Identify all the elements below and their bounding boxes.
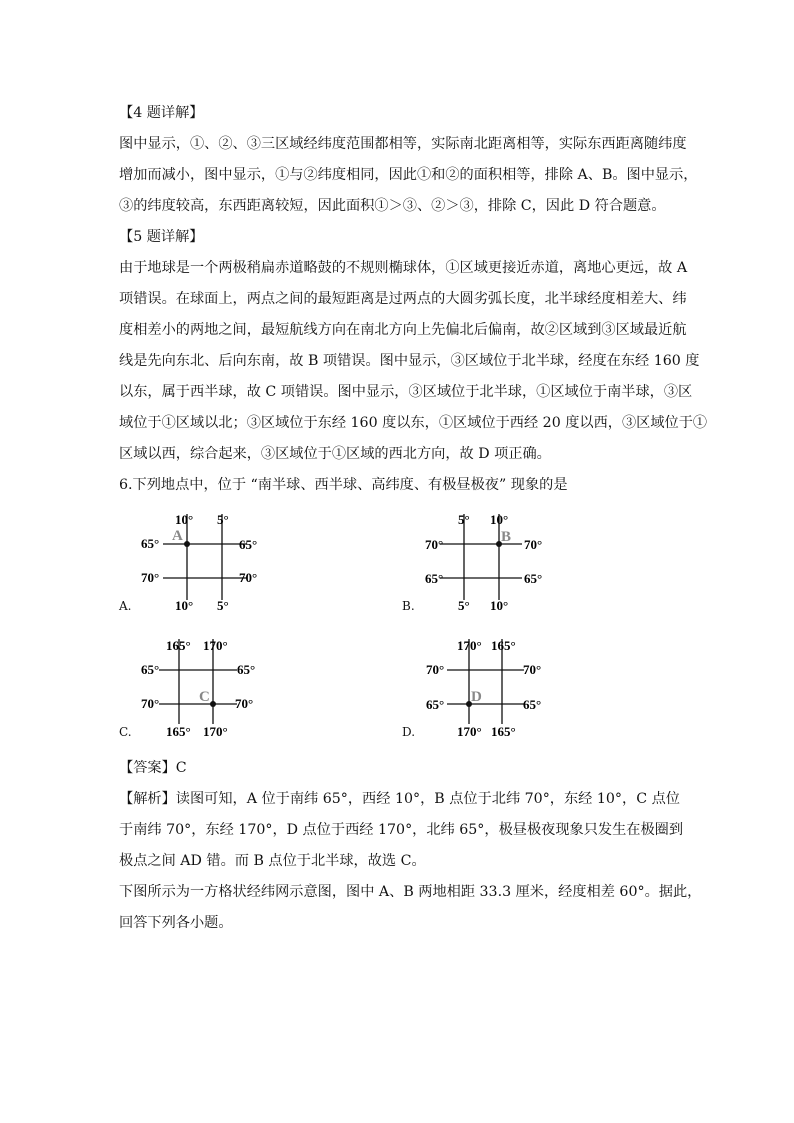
q5-header: 【5 题详解】 [119,229,204,245]
svg-text:5°: 5° [458,598,470,613]
q5-line-5: 以东，属于西半球，故 C 项错误。图中显示，③区域位于北半球，①区域位于南半球，③区 [119,384,693,400]
q5-line-7: 区域以西，综合起来，③区域位于①区域的西北方向，故 D 项正确。 [119,446,551,462]
svg-text:65°: 65° [239,537,258,552]
q6-analysis-line-2: 于南纬 70°，东经 170°，D 点位于西经 170°，北纬 65°，极昼极夜现象只发生在极圈到 [119,822,684,838]
svg-text:10°: 10° [490,512,509,527]
point-a-label: A [172,528,183,544]
svg-text:10°: 10° [490,598,509,613]
option-d-figure [402,634,562,749]
svg-text:65°: 65° [426,697,445,712]
svg-text:70°: 70° [235,696,254,711]
svg-text:170°: 170° [457,724,482,739]
next-intro-line-2: 回答下列各小题。 [119,915,233,931]
svg-text:65°: 65° [523,697,542,712]
q5-line-6: 域位于①区域以北；③区域位于东经 160 度以东，①区域位于西经 20 度以西，③区域位于① [119,415,708,431]
analysis-label: 【解析】 [119,791,176,807]
q5-line-1: 由于地球是一个两极稍扁赤道略鼓的不规则椭球体，①区域更接近赤道，离地心更远，故 A [119,260,688,276]
point-c-dot [210,701,216,707]
svg-text:165°: 165° [491,638,516,653]
svg-text:10°: 10° [175,512,194,527]
svg-text:65°: 65° [141,662,160,677]
svg-text:170°: 170° [203,638,228,653]
q6-analysis-line-3: 极点之间 AD 错。而 B 点位于北半球，故选 C。 [119,853,426,869]
q5-line-4: 线是先向东北、后向东南，故 B 项错误。图中显示，③区域位于北半球，经度在东经 160 度 [119,353,700,369]
option-b-figure [402,508,562,623]
svg-text:70°: 70° [523,662,542,677]
point-d-label: D [471,689,482,705]
svg-text:165°: 165° [166,638,191,653]
next-intro-line-1: 下图所示为一方格状经纬网示意图，图中 A、B 两地相距 33.3 厘米，经度相差 60°。据此， [119,884,702,900]
svg-text:70°: 70° [426,662,445,677]
svg-text:65°: 65° [524,571,543,586]
option-b-letter: B. [402,599,415,613]
q6-question: 6.下列地点中，位于 “南半球、西半球、高纬度、有极昼极夜” 现象的是 [119,477,568,493]
svg-text:165°: 165° [491,724,516,739]
svg-text:5°: 5° [458,512,470,527]
svg-text:65°: 65° [425,571,444,586]
point-c-label: C [199,689,210,705]
q4-line-1: 图中显示，①、②、③三区域经纬度范围都相等，实际南北距离相等，实际东西距离随纬度 [119,136,687,152]
svg-text:70°: 70° [141,696,160,711]
svg-text:65°: 65° [141,536,160,551]
option-c-letter: C. [119,725,132,739]
svg-text:170°: 170° [203,724,228,739]
option-d-letter: D. [402,725,416,739]
option-a-figure [119,508,269,623]
svg-text:70°: 70° [141,570,160,585]
svg-text:5°: 5° [217,598,229,613]
svg-text:65°: 65° [237,662,256,677]
svg-text:5°: 5° [217,512,229,527]
svg-text:170°: 170° [457,638,482,653]
option-c-figure [119,634,269,749]
q5-line-2: 项错误。在球面上，两点之间的最短距离是过两点的大圆劣弧长度，北半球经度相差大、纬 [119,291,687,307]
q4-line-2: 增加而减小，图中显示，①与②纬度相同，因此①和②的面积相等，排除 A、B。图中显示， [119,167,698,183]
q4-line-3: ③的纬度较高，东西距离较短，因此面积①＞③、②＞③，排除 C，因此 D 符合题意。 [119,198,666,214]
svg-text:10°: 10° [175,598,194,613]
q6-analysis-line-1: 【解析】读图可知，A 位于南纬 65°，西经 10°，B 点位于北纬 70°，东经 10°，C 点位 [119,791,680,807]
svg-text:165°: 165° [166,724,191,739]
option-a-letter: A. [119,599,132,613]
q5-line-3: 度相差小的两地之间，最短航线方向在南北方向上先偏北后偏南，故②区域到③区域最近航 [119,322,687,338]
svg-text:70°: 70° [425,537,444,552]
q4-header: 【4 题详解】 [119,105,204,121]
svg-text:70°: 70° [239,570,258,585]
q6-answer: 【答案】C [119,760,187,776]
svg-text:70°: 70° [524,537,543,552]
point-b-label: B [501,529,512,545]
point-a-dot [184,541,190,547]
